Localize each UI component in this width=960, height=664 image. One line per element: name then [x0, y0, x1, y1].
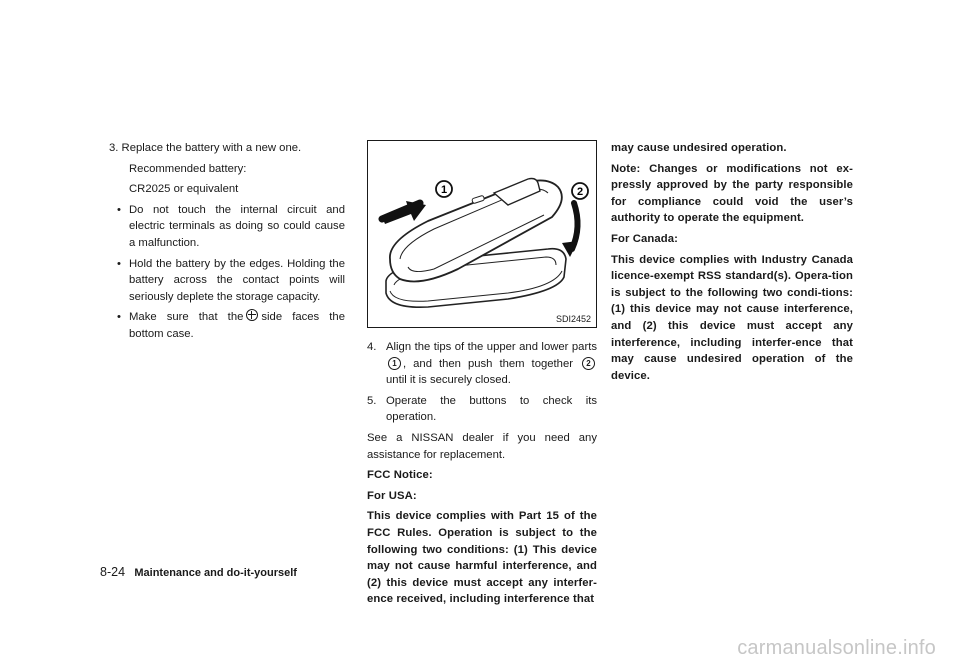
bullet-text-2: Hold the battery by the edges. Holding the battery across the contact points will seriously deplete the storage capacity.	[129, 257, 345, 303]
step-4-text-c: until it is securely closed.	[386, 374, 511, 387]
callout-1-label: 1	[440, 184, 448, 196]
bullet-icon: •	[117, 257, 121, 270]
section-title: Maintenance and do-it-yourself	[134, 567, 297, 579]
usa-text-continuation: may cause undesired operation.	[611, 142, 787, 154]
callout-2-label: 2	[576, 186, 584, 198]
figure-code: SDI2452	[555, 314, 591, 324]
bullet-item-2	[109, 256, 345, 306]
canada-compliance-text: This device complies with Industry Canada licence-exempt RSS standard(s). Opera-tion is subject to the following two condi-tions: (1) this device may not cause interference, and (2) this device must accept any interference, including interfer-ence that may cause undesired operation of the device.	[611, 253, 853, 382]
column-left	[109, 140, 345, 347]
for-canada-heading: For Canada:	[611, 232, 679, 245]
column-middle	[367, 339, 597, 612]
bullet-text-3a: Make sure that the	[129, 311, 244, 324]
key-fob-drawing	[368, 141, 596, 327]
recommended-battery-value: CR2025 or equivalent	[129, 183, 239, 196]
usa-compliance-text: This device complies with Part 15 of the FCC Rules. Operation is subject to the following two conditions: (1) This device may not cause harmful interference, and (2) this device must accept any interfer-ence received, including interference that	[367, 510, 597, 606]
step-4-text-a: Align the tips of the upper and lower parts	[386, 341, 597, 353]
for-usa-heading: For USA:	[367, 489, 417, 502]
step-5	[367, 393, 597, 426]
page-footer	[100, 565, 297, 579]
step-4-number: 4.	[367, 341, 377, 353]
bullet-icon: •	[117, 311, 121, 324]
column-right	[611, 140, 853, 388]
bullet-text-1: Do not touch the internal circuit and electric terminals as doing so could cause a malfunction.	[129, 203, 345, 249]
modification-note: Note: Changes or modifications not ex-pressly approved by the party responsible for compliance could void the user’s authority to operate the equipment.	[611, 162, 853, 225]
step-5-text: Operate the buttons to check its operation.	[386, 394, 597, 424]
bullet-item-1	[109, 202, 345, 252]
recommended-battery-label: Recommended battery:	[129, 162, 247, 175]
step-4-text-b: , and then push them together	[403, 357, 574, 370]
bullet-text-3b: side faces the bottom case.	[129, 311, 345, 340]
step-5-number: 5.	[367, 394, 377, 407]
watermark: carmanualsonline.info	[737, 637, 936, 659]
dealer-note: See a NISSAN dealer if you need any assistance for replacement.	[367, 431, 597, 461]
bullet-item-3	[109, 309, 345, 342]
step-4	[367, 339, 597, 389]
fcc-notice-heading: FCC Notice:	[367, 469, 433, 482]
marker-1-icon: 1	[388, 357, 401, 370]
bullet-icon: •	[117, 203, 121, 216]
circled-plus-icon	[246, 309, 258, 321]
page-number: 8-24	[100, 565, 126, 579]
key-fob-illustration	[367, 140, 597, 328]
marker-2-icon: 2	[582, 357, 595, 370]
step-3: 3. Replace the battery with a new one.	[109, 142, 302, 154]
